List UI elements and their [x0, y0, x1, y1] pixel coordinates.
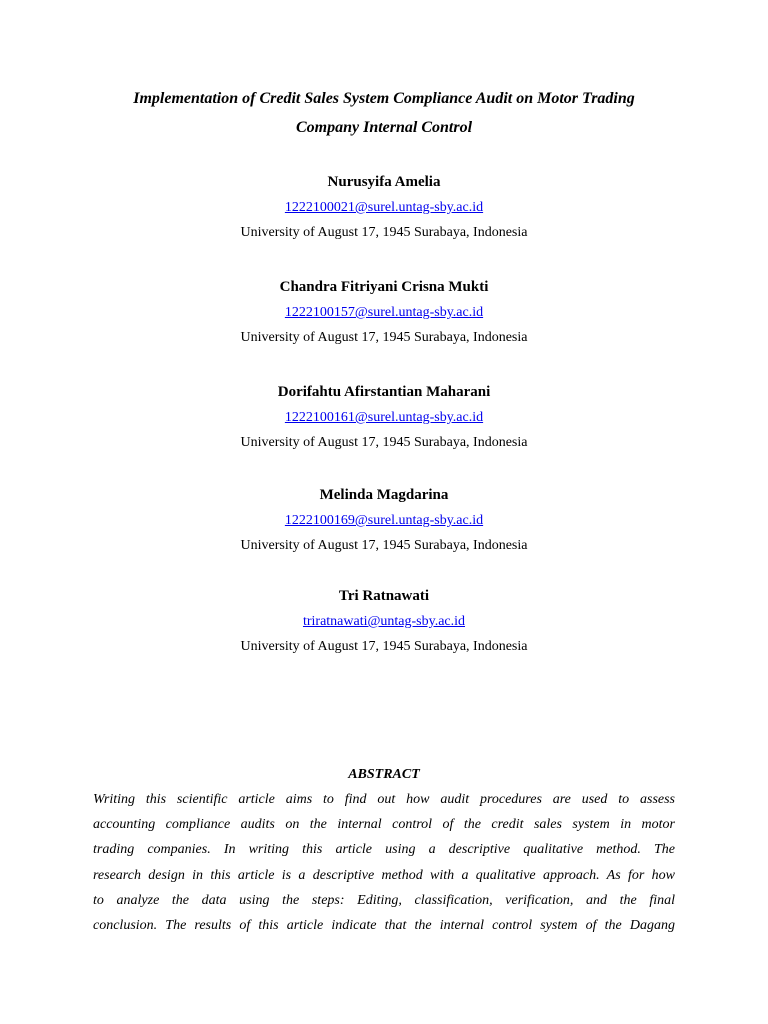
- author-affiliation: University of August 17, 1945 Surabaya, Indonesia: [240, 639, 528, 654]
- abstract-line: trading companies. In writing this article using a descriptive qualitative method. The: [93, 842, 675, 858]
- author-block-3: [100, 380, 668, 455]
- title-line-1: Implementation of Credit Sales System Compliance Audit on Motor Trading: [133, 90, 635, 107]
- paper-title: [80, 84, 688, 142]
- author-name: Chandra Fitriyani Crisna Mukti: [279, 279, 489, 295]
- author-email-link[interactable]: 1222100169@surel.untag-sby.ac.id: [284, 513, 484, 528]
- author-name: Nurusyifa Amelia: [327, 174, 441, 190]
- abstract-text: [93, 787, 675, 938]
- author-block-5: [100, 584, 668, 659]
- author-block-1: [100, 170, 668, 245]
- abstract-line: research design in this article is a descriptive method with a qualitative approach. As for how: [93, 867, 675, 883]
- abstract-line: conclusion. The results of this article indicate that the internal control system of the Dagang: [93, 918, 675, 934]
- author-email-link[interactable]: 1222100161@surel.untag-sby.ac.id: [284, 410, 484, 425]
- author-name: Tri Ratnawati: [338, 588, 430, 604]
- author-email-link[interactable]: 1222100157@surel.untag-sby.ac.id: [284, 305, 484, 320]
- abstract-line: to analyze the data using the steps: Editing, classification, verification, and the final: [93, 892, 675, 908]
- author-affiliation: University of August 17, 1945 Surabaya, Indonesia: [240, 435, 528, 450]
- author-name: Melinda Magdarina: [319, 487, 449, 503]
- abstract-line: accounting compliance audits on the internal control of the credit sales system in motor: [93, 817, 675, 833]
- author-block-2: [100, 275, 668, 350]
- abstract-line: Writing this scientific article aims to find out how audit procedures are used to assess: [93, 792, 675, 807]
- author-email-link[interactable]: 1222100021@surel.untag-sby.ac.id: [284, 200, 484, 215]
- author-affiliation: University of August 17, 1945 Surabaya, Indonesia: [240, 225, 528, 240]
- title-line-2: Company Internal Control: [295, 119, 473, 136]
- author-name: Dorifahtu Afirstantian Maharani: [277, 384, 491, 400]
- author-block-4: [100, 483, 668, 558]
- author-affiliation: University of August 17, 1945 Surabaya, Indonesia: [240, 538, 528, 553]
- author-email-link[interactable]: triratnawati@untag-sby.ac.id: [302, 614, 466, 629]
- author-affiliation: University of August 17, 1945 Surabaya, Indonesia: [240, 330, 528, 345]
- abstract-heading: ABSTRACT: [348, 767, 420, 782]
